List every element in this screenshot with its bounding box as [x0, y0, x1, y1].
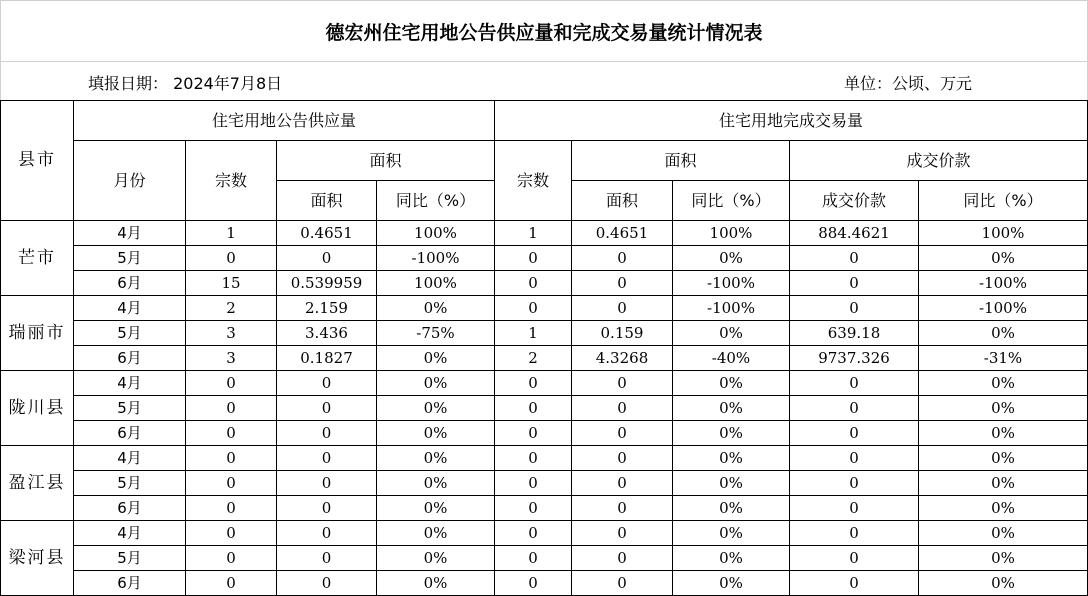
supply-area-cell: 0 — [277, 246, 377, 271]
price-cell: 0 — [790, 371, 919, 396]
supply-area-cell: 0.539959 — [277, 271, 377, 296]
supply-area-cell: 3.436 — [277, 321, 377, 346]
deal-area-cell: 0 — [572, 546, 673, 571]
table-row — [1, 396, 1088, 421]
table-row — [1, 346, 1088, 371]
supply-count-cell: 0 — [186, 496, 277, 521]
table-header — [1, 101, 1088, 221]
month-cell: 5月 — [74, 546, 186, 571]
supply-area-cell: 2.159 — [277, 296, 377, 321]
deal-yoy-cell: 0% — [673, 396, 790, 421]
supply-area-cell: 0.4651 — [277, 221, 377, 246]
price-cell: 0 — [790, 421, 919, 446]
deal-area-cell: 0 — [572, 371, 673, 396]
table-row — [1, 496, 1088, 521]
price-sub-header: 成交价款 — [790, 181, 919, 221]
deal-area-cell: 0 — [572, 571, 673, 596]
deal-area-header: 面积 — [572, 141, 790, 181]
deal-count-cell: 1 — [495, 221, 572, 246]
price-yoy-cell: 0% — [919, 571, 1088, 596]
county-header: 县市 — [1, 101, 74, 221]
deal-count-cell: 0 — [495, 446, 572, 471]
deal-count-cell: 0 — [495, 396, 572, 421]
supply-yoy-cell: 0% — [377, 421, 495, 446]
report-date: 填报日期： 2024年7月8日 — [88, 74, 283, 93]
price-cell: 0 — [790, 396, 919, 421]
deal-yoy-cell: 0% — [673, 571, 790, 596]
table-row — [1, 371, 1088, 396]
supply-count-cell: 0 — [186, 571, 277, 596]
supply-yoy-cell: 0% — [377, 496, 495, 521]
deal-area-cell: 4.3268 — [572, 346, 673, 371]
supply-area-cell: 0 — [277, 571, 377, 596]
price-yoy-cell: 0% — [919, 446, 1088, 471]
supply-area-cell: 0 — [277, 471, 377, 496]
county-cell: 陇川县 — [1, 371, 74, 446]
supply-area-sub-header: 面积 — [277, 181, 377, 221]
deal-count-cell: 0 — [495, 246, 572, 271]
price-yoy-cell: 100% — [919, 221, 1088, 246]
deal-yoy-cell: 0% — [673, 471, 790, 496]
supply-area-cell: 0 — [277, 496, 377, 521]
deal-group-header: 住宅用地完成交易量 — [495, 101, 1088, 141]
table-row — [1, 221, 1088, 246]
deal-count-cell: 0 — [495, 421, 572, 446]
table-row — [1, 321, 1088, 346]
supply-yoy-cell: 0% — [377, 521, 495, 546]
month-cell: 5月 — [74, 246, 186, 271]
deal-area-cell: 0 — [572, 521, 673, 546]
price-cell: 0 — [790, 296, 919, 321]
month-cell: 6月 — [74, 571, 186, 596]
deal-count-cell: 2 — [495, 346, 572, 371]
price-cell: 0 — [790, 246, 919, 271]
price-yoy-cell: -31% — [919, 346, 1088, 371]
deal-yoy-cell: 0% — [673, 521, 790, 546]
supply-count-cell: 3 — [186, 346, 277, 371]
price-yoy-cell: 0% — [919, 471, 1088, 496]
deal-area-sub-header: 面积 — [572, 181, 673, 221]
supply-count-cell: 0 — [186, 521, 277, 546]
county-cell: 梁河县 — [1, 521, 74, 596]
price-yoy-cell: 0% — [919, 421, 1088, 446]
month-cell: 4月 — [74, 446, 186, 471]
month-cell: 4月 — [74, 221, 186, 246]
price-yoy-cell: 0% — [919, 396, 1088, 421]
deal-yoy-cell: 0% — [673, 246, 790, 271]
supply-yoy-cell: 100% — [377, 271, 495, 296]
month-cell: 6月 — [74, 346, 186, 371]
supply-area-cell: 0 — [277, 446, 377, 471]
deal-area-cell: 0 — [572, 471, 673, 496]
table-row — [1, 246, 1088, 271]
supply-yoy-cell: 0% — [377, 296, 495, 321]
supply-yoy-cell: 0% — [377, 371, 495, 396]
supply-yoy-cell: 0% — [377, 571, 495, 596]
supply-yoy-cell: -75% — [377, 321, 495, 346]
deal-yoy-cell: 100% — [673, 221, 790, 246]
deal-count-cell: 0 — [495, 296, 572, 321]
supply-count-cell: 0 — [186, 446, 277, 471]
supply-yoy-cell: 0% — [377, 471, 495, 496]
table-row — [1, 471, 1088, 496]
table-row — [1, 296, 1088, 321]
supply-yoy-cell: 0% — [377, 346, 495, 371]
supply-count-cell: 0 — [186, 371, 277, 396]
month-cell: 6月 — [74, 496, 186, 521]
deal-area-cell: 0 — [572, 446, 673, 471]
supply-yoy-header: 同比（%） — [377, 181, 495, 221]
supply-count-cell: 1 — [186, 221, 277, 246]
stats-table — [0, 100, 1088, 596]
deal-yoy-cell: 0% — [673, 321, 790, 346]
deal-area-cell: 0 — [572, 296, 673, 321]
deal-yoy-cell: -100% — [673, 296, 790, 321]
month-cell: 6月 — [74, 421, 186, 446]
supply-count-cell: 0 — [186, 546, 277, 571]
month-cell: 4月 — [74, 296, 186, 321]
supply-count-cell: 0 — [186, 246, 277, 271]
price-cell: 0 — [790, 446, 919, 471]
price-yoy-header: 同比（%） — [919, 181, 1088, 221]
supply-count-cell: 2 — [186, 296, 277, 321]
supply-count-cell: 15 — [186, 271, 277, 296]
supply-area-cell: 0 — [277, 371, 377, 396]
deal-count-cell: 0 — [495, 521, 572, 546]
supply-yoy-cell: 100% — [377, 221, 495, 246]
price-yoy-cell: -100% — [919, 271, 1088, 296]
supply-yoy-cell: -100% — [377, 246, 495, 271]
table-row — [1, 546, 1088, 571]
month-cell: 5月 — [74, 321, 186, 346]
table-row — [1, 521, 1088, 546]
deal-count-cell: 0 — [495, 371, 572, 396]
report-meta — [0, 62, 1088, 100]
price-yoy-cell: -100% — [919, 296, 1088, 321]
price-cell: 0 — [790, 271, 919, 296]
price-yoy-cell: 0% — [919, 321, 1088, 346]
deal-area-cell: 0 — [572, 496, 673, 521]
price-cell: 0 — [790, 471, 919, 496]
supply-area-cell: 0 — [277, 521, 377, 546]
deal-count-header: 宗数 — [495, 141, 572, 221]
deal-yoy-header: 同比（%） — [673, 181, 790, 221]
deal-count-cell: 0 — [495, 571, 572, 596]
deal-count-cell: 0 — [495, 471, 572, 496]
deal-yoy-cell: 0% — [673, 421, 790, 446]
supply-area-cell: 0 — [277, 546, 377, 571]
supply-count-cell: 3 — [186, 321, 277, 346]
supply-group-header: 住宅用地公告供应量 — [74, 101, 495, 141]
price-yoy-cell: 0% — [919, 246, 1088, 271]
deal-yoy-cell: -100% — [673, 271, 790, 296]
deal-area-cell: 0 — [572, 246, 673, 271]
deal-area-cell: 0 — [572, 271, 673, 296]
month-header: 月份 — [74, 141, 186, 221]
deal-count-cell: 0 — [495, 496, 572, 521]
table-body — [1, 221, 1088, 596]
deal-area-cell: 0.159 — [572, 321, 673, 346]
supply-count-cell: 0 — [186, 396, 277, 421]
month-cell: 4月 — [74, 371, 186, 396]
price-yoy-cell: 0% — [919, 371, 1088, 396]
deal-yoy-cell: 0% — [673, 371, 790, 396]
deal-area-cell: 0 — [572, 421, 673, 446]
supply-yoy-cell: 0% — [377, 546, 495, 571]
deal-area-cell: 0.4651 — [572, 221, 673, 246]
deal-count-cell: 1 — [495, 321, 572, 346]
table-row — [1, 421, 1088, 446]
month-cell: 4月 — [74, 521, 186, 546]
deal-yoy-cell: -40% — [673, 346, 790, 371]
county-cell: 盈江县 — [1, 446, 74, 521]
price-cell: 0 — [790, 571, 919, 596]
deal-area-cell: 0 — [572, 396, 673, 421]
price-header: 成交价款 — [790, 141, 1088, 181]
price-yoy-cell: 0% — [919, 521, 1088, 546]
county-cell: 瑞丽市 — [1, 296, 74, 371]
price-cell: 0 — [790, 496, 919, 521]
page-title: 德宏州住宅用地公告供应量和完成交易量统计情况表 — [325, 21, 763, 44]
deal-yoy-cell: 0% — [673, 446, 790, 471]
price-yoy-cell: 0% — [919, 496, 1088, 521]
deal-yoy-cell: 0% — [673, 546, 790, 571]
table-row — [1, 446, 1088, 471]
price-cell: 639.18 — [790, 321, 919, 346]
table-row — [1, 271, 1088, 296]
month-cell: 5月 — [74, 471, 186, 496]
supply-area-cell: 0 — [277, 396, 377, 421]
deal-yoy-cell: 0% — [673, 496, 790, 521]
unit-label: 单位：公顷、万元 — [844, 74, 973, 93]
month-cell: 6月 — [74, 271, 186, 296]
month-cell: 5月 — [74, 396, 186, 421]
supply-area-cell: 0.1827 — [277, 346, 377, 371]
price-yoy-cell: 0% — [919, 546, 1088, 571]
supply-area-header: 面积 — [277, 141, 495, 181]
supply-count-cell: 0 — [186, 471, 277, 496]
price-cell: 0 — [790, 546, 919, 571]
supply-yoy-cell: 0% — [377, 396, 495, 421]
supply-count-cell: 0 — [186, 421, 277, 446]
supply-count-header: 宗数 — [186, 141, 277, 221]
county-cell: 芒市 — [1, 221, 74, 296]
supply-area-cell: 0 — [277, 421, 377, 446]
supply-yoy-cell: 0% — [377, 446, 495, 471]
price-cell: 884.4621 — [790, 221, 919, 246]
table-row — [1, 571, 1088, 596]
price-cell: 0 — [790, 521, 919, 546]
deal-count-cell: 0 — [495, 546, 572, 571]
price-cell: 9737.326 — [790, 346, 919, 371]
deal-count-cell: 0 — [495, 271, 572, 296]
